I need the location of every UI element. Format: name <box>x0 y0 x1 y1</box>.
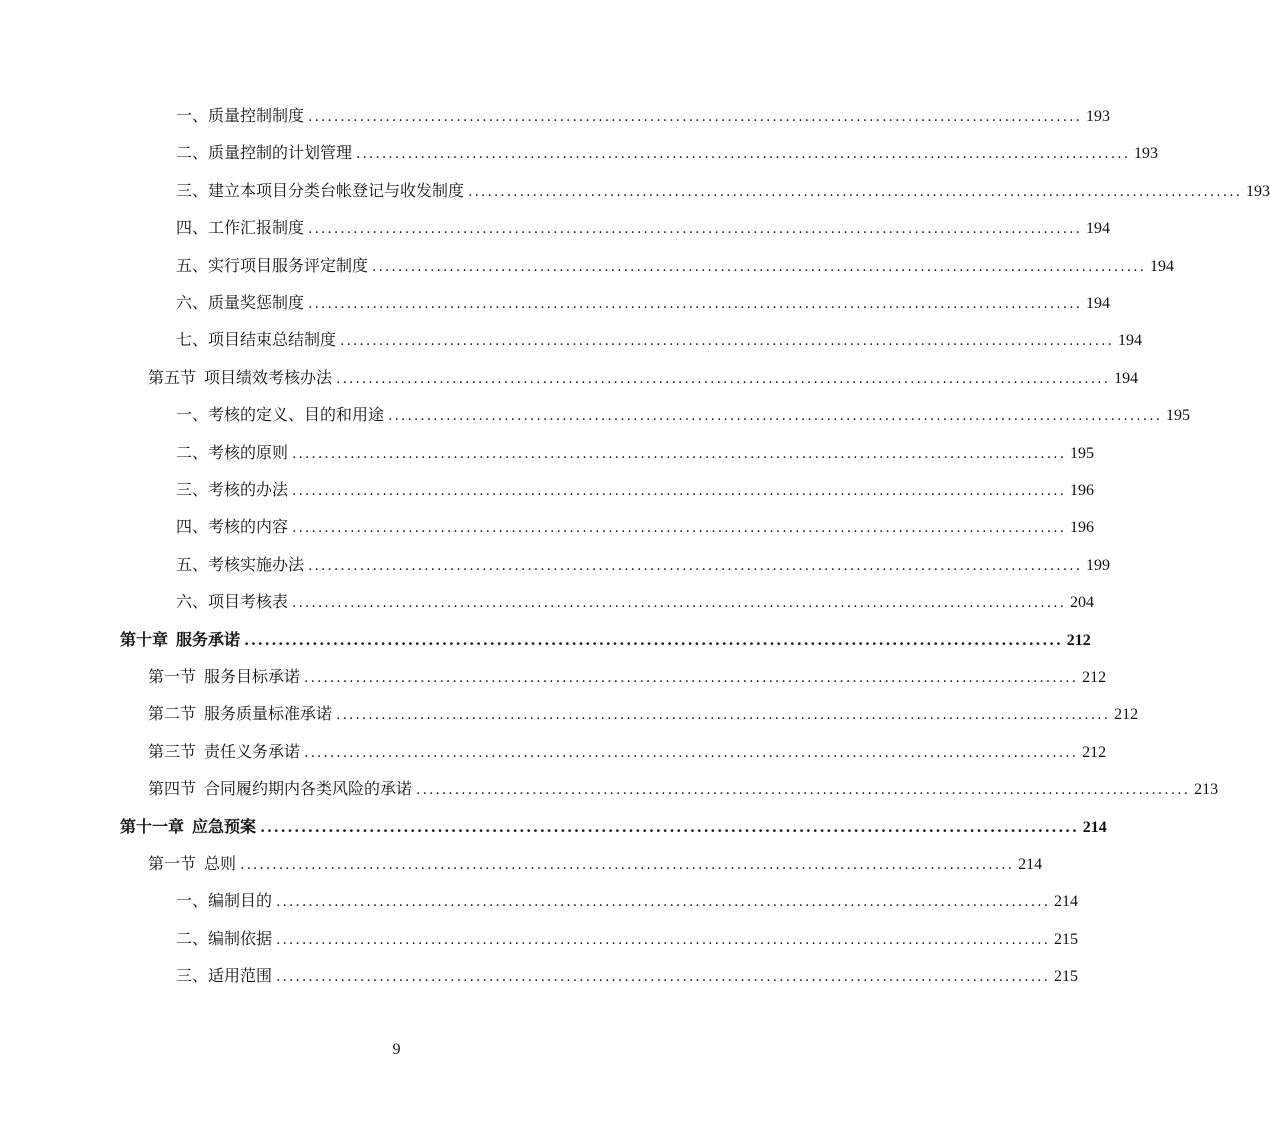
toc-page-number: 195 <box>1070 444 1095 462</box>
toc-entry-title <box>148 662 300 692</box>
toc-dot-leader: ........................................................................................................................ <box>308 296 1083 312</box>
toc-entry[interactable] <box>148 699 1139 729</box>
toc-entry-label: 二、质量控制的计划管理 <box>176 143 353 163</box>
toc-page-number: 194 <box>1114 369 1139 387</box>
toc-entry-label: 第一节 <box>148 854 197 873</box>
toc-entry[interactable] <box>176 213 1111 243</box>
toc-page-number: 212 <box>1082 669 1107 686</box>
toc-entry-label: 第十一章 <box>120 816 185 836</box>
toc-entry-heading: 责任义务承诺 <box>204 741 301 761</box>
toc-entry-title <box>176 587 288 617</box>
toc-entry-title <box>176 288 304 318</box>
toc-page-number: 212 <box>1066 631 1091 649</box>
toc-entry-title <box>176 438 288 468</box>
toc-dot-leader: ........................................................................................................................ <box>308 557 1083 574</box>
toc-entry-label: 五、实行项目服务评定制度 <box>176 255 369 275</box>
toc-entry-title <box>148 699 332 729</box>
toc-dot-leader: ........................................................................................................................ <box>244 630 1063 649</box>
toc-entry-title <box>176 550 304 580</box>
toc-dot-leader: ........................................................................................................................ <box>468 183 1243 200</box>
toc-dot-leader: ........................................................................................................................ <box>308 109 1083 125</box>
toc-entry[interactable] <box>176 438 1095 468</box>
toc-dot-leader: ........................................................................................................................ <box>340 333 1115 350</box>
toc-dot-leader: ........................................................................................................................ <box>276 931 1051 948</box>
toc-page-number: 194 <box>1086 220 1111 238</box>
toc-entry-title <box>176 961 272 991</box>
toc-entry-title <box>148 737 300 767</box>
toc-dot-leader: ........................................................................................................................ <box>292 595 1067 612</box>
toc-entry[interactable] <box>176 512 1095 542</box>
toc-entry-heading: 服务承诺 <box>176 629 241 649</box>
toc-entry-title <box>176 213 304 243</box>
toc-entry-label: 第三节 <box>148 741 197 761</box>
toc-entry-label: 七、项目结束总结制度 <box>176 330 337 350</box>
toc-dot-leader: ........................................................................................................................ <box>388 408 1163 425</box>
toc-entry[interactable] <box>176 886 1079 916</box>
toc-entry-title <box>176 924 272 954</box>
toc-entry[interactable] <box>176 325 1143 355</box>
toc-entry[interactable] <box>176 924 1079 954</box>
toc-entry-heading: 合同履约期内各类风险的承诺 <box>204 779 413 799</box>
toc-entry-title <box>176 138 352 168</box>
toc-dot-leader: ........................................................................................................................ <box>356 146 1131 163</box>
toc-dot-leader: ........................................................................................................................ <box>276 894 1051 911</box>
toc-entry-label: 四、考核的内容 <box>176 517 289 537</box>
toc-entry[interactable] <box>148 363 1139 393</box>
toc-entry[interactable] <box>176 550 1111 580</box>
toc-entry[interactable] <box>148 737 1107 767</box>
toc-entry-label: 第十章 <box>120 629 169 649</box>
toc-dot-leader: ........................................................................................................................ <box>416 782 1191 799</box>
toc-entry-label: 六、项目考核表 <box>176 592 289 612</box>
toc-dot-leader: ........................................................................................................................ <box>292 445 1067 462</box>
toc-entry-label: 四、工作汇报制度 <box>176 218 305 238</box>
toc-page-number: 212 <box>1082 743 1107 761</box>
toc-entry[interactable] <box>176 587 1095 617</box>
toc-dot-leader: ........................................................................................................................ <box>304 744 1079 761</box>
toc-entry-title <box>176 101 304 131</box>
toc-entry[interactable] <box>148 849 1043 879</box>
toc-page-number: 193 <box>1086 108 1111 125</box>
toc-entry-heading: 项目绩效考核办法 <box>204 367 333 387</box>
toc-page-number: 212 <box>1114 706 1139 724</box>
toc-entry-label: 第四节 <box>148 779 197 799</box>
toc-dot-leader: ........................................................................................................................ <box>292 520 1067 537</box>
toc-entry[interactable] <box>148 662 1107 692</box>
toc-page-number: 194 <box>1118 332 1143 350</box>
toc-entry-label: 五、考核实施办法 <box>176 554 305 574</box>
toc-entry-title <box>176 400 384 430</box>
toc-entry-title <box>176 176 464 206</box>
toc-entry-label: 二、编制依据 <box>176 928 273 948</box>
toc-page-number: 214 <box>1082 818 1107 836</box>
toc-entry-heading: 应急预案 <box>192 816 257 836</box>
toc-entry-title <box>120 625 240 655</box>
toc-dot-leader: ........................................................................................................................ <box>308 221 1083 238</box>
toc-dot-leader: ........................................................................................................................ <box>304 670 1079 686</box>
toc-entry-label: 六、质量奖惩制度 <box>176 293 305 312</box>
toc-page-number: 214 <box>1018 856 1043 873</box>
toc-entry-title <box>176 251 368 281</box>
toc-entry-title <box>120 812 256 842</box>
toc-entry-title <box>176 325 336 355</box>
toc-entry-label: 一、质量控制制度 <box>176 106 305 125</box>
toc-entry-heading: 总则 <box>204 854 237 873</box>
toc-page-number: 195 <box>1166 407 1191 425</box>
toc-dot-leader: ........................................................................................................................ <box>292 483 1067 499</box>
toc-dot-leader: ........................................................................................................................ <box>240 857 1015 873</box>
toc-entry[interactable] <box>120 625 1091 655</box>
toc-page-number: 193 <box>1246 182 1270 200</box>
toc-entry[interactable] <box>176 400 1191 430</box>
toc-page-number: 213 <box>1194 781 1219 799</box>
toc-entry-label: 三、考核的办法 <box>176 480 289 499</box>
toc-entry-label: 三、建立本项目分类台帐登记与收发制度 <box>176 180 465 200</box>
toc-dot-leader: ........................................................................................................................ <box>372 258 1147 275</box>
toc-page-number: 194 <box>1086 295 1111 312</box>
toc-entry[interactable] <box>176 475 1095 505</box>
toc-page-number: 214 <box>1054 893 1079 911</box>
toc-entry-label: 二、考核的原则 <box>176 442 289 462</box>
toc-entry[interactable] <box>176 176 1270 206</box>
toc-dot-leader: ........................................................................................................................ <box>276 969 1051 986</box>
toc-page-number: 199 <box>1086 556 1111 574</box>
toc-page-number: 196 <box>1070 482 1095 499</box>
toc-page-number: 193 <box>1134 145 1159 163</box>
toc-entry[interactable] <box>176 961 1079 991</box>
toc-entry-title <box>176 512 288 542</box>
toc-entry-title <box>148 849 236 879</box>
toc-entry-heading: 服务质量标准承诺 <box>204 704 333 724</box>
toc-entry[interactable] <box>176 138 1159 168</box>
toc-page-number: 196 <box>1070 519 1095 537</box>
toc-entry[interactable] <box>148 774 1219 804</box>
toc-page-number: 204 <box>1070 594 1095 612</box>
toc-entry-title <box>148 363 332 393</box>
toc-page-number: 194 <box>1150 257 1175 275</box>
toc-dot-leader: ........................................................................................................................ <box>260 817 1079 836</box>
toc-entry[interactable] <box>176 101 1111 131</box>
toc-entry-title <box>176 886 272 916</box>
toc-entry[interactable] <box>176 251 1175 281</box>
toc-entry-label: 一、考核的定义、目的和用途 <box>176 405 385 425</box>
toc-entry-label: 第一节 <box>148 667 197 686</box>
toc-page-number: 215 <box>1054 968 1079 986</box>
toc-entry-label: 一、编制目的 <box>176 891 273 911</box>
toc-entry-title <box>148 774 412 804</box>
toc-entry-label: 三、适用范围 <box>176 966 273 986</box>
toc-entry-title <box>176 475 288 505</box>
toc-entry[interactable] <box>176 288 1111 318</box>
toc-entry-label: 第五节 <box>148 367 197 387</box>
toc-dot-leader: ........................................................................................................................ <box>336 370 1111 387</box>
toc-page-number: 215 <box>1054 930 1079 948</box>
toc-entry-heading: 服务目标承诺 <box>204 667 301 686</box>
toc-entry[interactable] <box>120 812 1107 842</box>
page-number: 9 <box>392 1041 401 1058</box>
toc-entry-label: 第二节 <box>148 704 197 724</box>
toc-dot-leader: ........................................................................................................................ <box>336 707 1111 724</box>
